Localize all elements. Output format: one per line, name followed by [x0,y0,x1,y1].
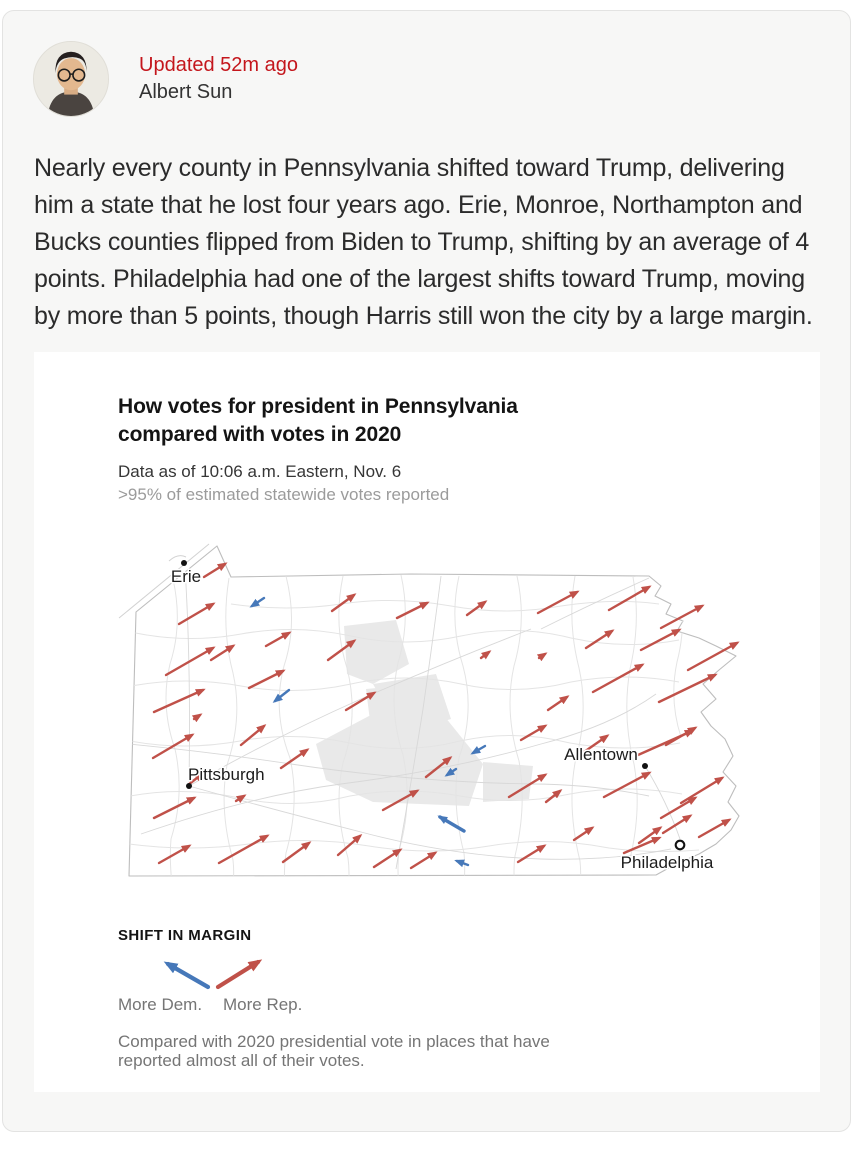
city-label-philadelphia: Philadelphia [620,853,714,872]
legend-dem-label: More Dem. [118,995,203,1014]
legend-heading: SHIFT IN MARGIN [118,927,252,944]
legend-rep-label: More Rep. [223,995,303,1014]
author-photo-illustration [34,42,108,116]
page [0,10,862,1132]
legend-arrows [150,953,285,993]
legend-dem-arrow-icon [168,964,208,987]
city-marker-allentown [642,763,648,769]
figure-reporting-note: >95% of estimated statewide votes reported [118,485,450,504]
author-name: Albert Sun [139,81,233,103]
legend-rep-arrow-icon [218,962,258,987]
city-label-allentown: Allentown [564,745,638,764]
city-label-pittsburgh: Pittsburgh [188,765,265,784]
city-label-erie: Erie [170,567,202,586]
author-avatar [33,41,109,117]
figure-timestamp: Data as of 10:06 a.m. Eastern, Nov. 6 [118,462,402,481]
live-blog-post-card [2,10,851,1132]
city-marker-erie [181,560,187,566]
figure-caption: Compared with 2020 presidential vote in places that have reported almost all of their votes. [118,1032,550,1070]
post-body-text: Nearly every county in Pennsylvania shifted toward Trump, delivering him a state that he lost four years ago. Erie, Monroe, Northampton and Bucks counties flipped from Biden to Trump, shifting by an average of 4 points. Philadelphia had one of the largest shifts toward Trump, moving by more than 5 points, though Harris still won the city by a large margin. [34,154,813,330]
byline [139,52,298,106]
legend-labels [118,995,820,1015]
city-marker-philadelphia [676,841,685,850]
updated-timestamp: Updated 52m ago [139,54,299,76]
post-header [3,11,850,117]
figure-card [34,352,820,1092]
pennsylvania-shift-map [111,534,761,884]
figure-title: How votes for president in Pennsylvania compared with votes in 2020 [118,395,518,446]
